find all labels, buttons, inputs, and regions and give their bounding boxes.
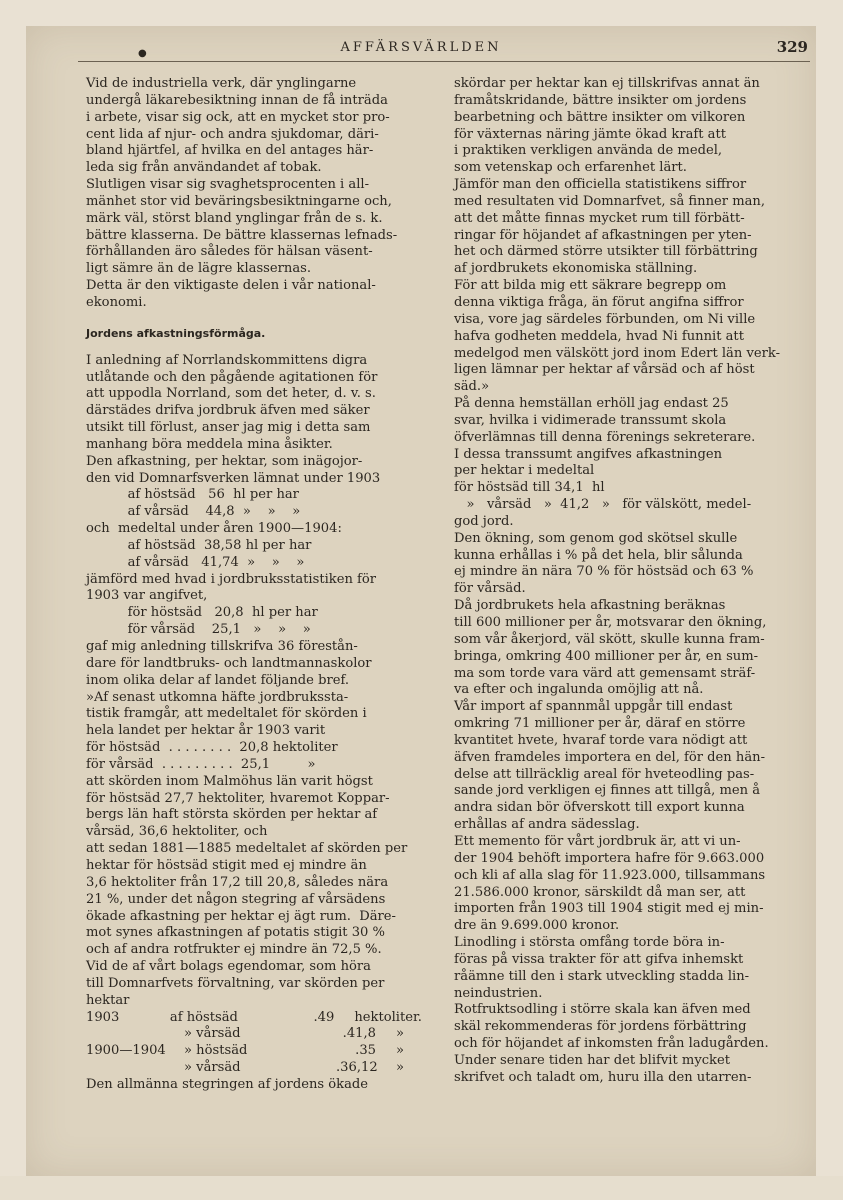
text-line: erhållas af andra sädesslag. xyxy=(454,817,640,833)
section-heading: Jordens afkastningsförmåga. xyxy=(86,326,266,340)
newspaper-page xyxy=(26,26,816,1176)
text-line: föras på vissa trakter för att gifva inhemskt xyxy=(454,951,744,967)
text-line: till Domnarfvets förvaltning, var skörden per xyxy=(86,975,385,991)
text-line: för höstsäd till 34,1 hl xyxy=(454,480,605,496)
text-line: till 600 millioner per år, motsvarar den ökning, xyxy=(454,615,767,630)
text-line: sande jord verkligen ej finnes att tillgå, men å xyxy=(454,783,761,799)
text-line: och kli af alla slag för 11.923.000, tillsammans xyxy=(454,867,766,883)
text-line: ringar för höjandet af afkastningen per yten- xyxy=(454,227,752,243)
text-line: dare för landtbruks- och landtmannaskolor xyxy=(86,655,372,671)
table-row xyxy=(86,1026,422,1043)
paragraph xyxy=(454,699,806,834)
text-line: skördar per hektar kan ej tillskrifvas annat än xyxy=(454,76,760,91)
text-line: utsikt till förlust, anser jag mig i detta sam xyxy=(86,420,371,436)
paragraph xyxy=(86,76,422,177)
text-line: jämförd med hvad i jordbruksstatistiken för xyxy=(86,571,377,587)
text-line: cent lida af njur- och andra sjukdomar, däri- xyxy=(86,126,379,142)
text-line: Vid de af vårt bolags egendomar, som höra xyxy=(86,959,371,975)
table-cell: 1903 xyxy=(86,1009,120,1025)
table-cell: » vårsäd xyxy=(184,1026,241,1042)
text-line: gaf mig anledning tillskrifva 36 förestån- xyxy=(86,639,358,654)
text-line: va efter och ingalunda omöjlig att nå. xyxy=(454,682,704,698)
text-line: 1903 var angifvet, xyxy=(86,588,208,604)
text-line: förhållanden äro således för hälsan väsent- xyxy=(86,244,373,260)
text-line: dre än 9.699.000 kronor. xyxy=(454,918,620,934)
page-number: 329 xyxy=(776,38,808,56)
table-cell: » vårsäd xyxy=(184,1060,241,1076)
table-cell: .36,12 xyxy=(336,1060,378,1076)
text-line: mänhet stor vid beväringsbesiktningarne och, xyxy=(86,193,392,209)
text-line: med resultaten vid Domnarfvet, så finner man, xyxy=(454,193,766,209)
paragraph xyxy=(454,76,806,177)
text-line: manhang böra meddela mina åsikter. xyxy=(86,436,333,452)
table-cell: hektoliter. xyxy=(354,1009,422,1025)
running-title: AFFÄRSVÄRLDEN xyxy=(340,40,502,55)
text-line: för vårsäd. xyxy=(454,581,526,597)
text-line: den vid Domnarfsverken lämnat under 1903 xyxy=(86,470,381,486)
table-cell: » höstsäd xyxy=(184,1043,248,1059)
text-line: denna viktiga fråga, än förut angifna siffror xyxy=(454,294,744,310)
paragraph xyxy=(86,959,422,1010)
right-column xyxy=(454,76,806,1087)
text-line: af vårsäd 41,74 » » » xyxy=(86,554,305,570)
paragraph xyxy=(86,353,422,454)
text-line: skäl rekommenderas för jordens förbättring xyxy=(454,1019,747,1035)
text-line: skrifvet och taladt om, huru illa den utarren- xyxy=(454,1069,752,1085)
text-line: ej mindre än nära 70 % för höstsäd och 63 % xyxy=(454,564,754,580)
paragraph xyxy=(86,454,422,690)
text-line: per hektar i medeltal xyxy=(454,463,595,479)
text-line: ekonomi. xyxy=(86,294,147,310)
text-line: Detta är den viktigaste delen i vår national- xyxy=(86,278,376,294)
text-line: kunna erhållas i % på det hela, blir sålunda xyxy=(454,547,743,563)
text-line: för vårsäd . . . . . . . . . 25,1 » xyxy=(86,756,316,772)
table-cell: » xyxy=(396,1043,405,1059)
text-line: neindustrien. xyxy=(454,985,543,1001)
text-line: ligt sämre än de lägre klassernas. xyxy=(86,261,312,277)
table-row xyxy=(86,1043,422,1060)
yield-table xyxy=(86,1010,422,1077)
paragraph xyxy=(454,935,806,1002)
text-line: importen från 1903 till 1904 stigit med ej min- xyxy=(454,901,764,917)
text-line: märk väl, störst bland ynglingar från de s. k. xyxy=(86,210,383,226)
text-line: framåtskridande, bättre insikter om jordens xyxy=(454,92,747,108)
table-row xyxy=(86,1060,422,1077)
text-line: omkring 71 millioner per år, däraf en större xyxy=(454,716,746,732)
text-line: af höstsäd 38,58 hl per har xyxy=(86,537,312,553)
text-line: för höstsäd 27,7 hektoliter, hvaremot Koppar- xyxy=(86,790,390,806)
text-line: att uppodla Norrland, som det heter, d. v. s. xyxy=(86,386,376,402)
paragraph xyxy=(86,1077,422,1094)
text-line: hektar xyxy=(86,992,130,1008)
text-line: ma som torde vara värd att gemensamt sträf- xyxy=(454,665,756,681)
paragraph xyxy=(454,598,806,699)
table-row xyxy=(86,1010,422,1027)
text-line: säd.» xyxy=(454,379,490,395)
paragraph xyxy=(454,834,806,935)
text-line: För att bilda mig ett säkrare begrepp om xyxy=(454,278,727,294)
paragraph xyxy=(454,396,806,531)
text-line: kvantitet hvete, hvaraf torde vara nödigt att xyxy=(454,732,748,748)
text-line: delse att tillräcklig areal för hveteodling pas- xyxy=(454,766,755,782)
table-cell: 1900—1904 xyxy=(86,1043,166,1059)
text-line: I anledning af Norrlandskommittens digra xyxy=(86,352,368,368)
header-rule xyxy=(78,61,810,62)
text-line: hektar för höstsäd stigit med ej mindre än xyxy=(86,857,367,873)
text-line: äfven framdeles importera en del, för den hän- xyxy=(454,749,765,765)
table-cell: » xyxy=(396,1060,405,1076)
text-line: Vid de industriella verk, där ynglingarne xyxy=(86,76,357,91)
text-line: inom olika delar af landet följande bref. xyxy=(86,672,350,688)
scan-bottom-margin xyxy=(0,1176,843,1200)
text-line: Ett memento för vårt jordbruk är, att vi un- xyxy=(454,833,741,849)
text-line: hela landet per hektar år 1903 varit xyxy=(86,723,326,739)
text-line: undergå läkarebesiktning innan de få inträda xyxy=(86,92,388,108)
paragraph xyxy=(454,278,806,396)
text-line: ökade afkastning per hektar ej ägt rum. Däre- xyxy=(86,908,396,924)
paragraph xyxy=(454,177,806,278)
text-line: ligen lämnar per hektar af vårsäd och af höst xyxy=(454,362,755,378)
text-line: 21.586.000 kronor, särskildt då man ser, att xyxy=(454,884,746,900)
text-line: af höstsäd 56 hl per har xyxy=(86,487,299,503)
text-line: som vår åkerjord, väl skött, skulle kunna fram- xyxy=(454,631,765,647)
text-line: På denna hemställan erhöll jag endast 25 xyxy=(454,396,729,412)
text-line: som vetenskap och erfarenhet lärt. xyxy=(454,160,687,176)
text-line: andra sidan bör öfverskott till export kunna xyxy=(454,800,745,816)
text-line: leda sig från användandet af tobak. xyxy=(86,160,322,176)
text-line: I dessa transsumt angifves afkastningen xyxy=(454,446,723,462)
paragraph xyxy=(86,690,422,960)
text-line: bland hjärtfel, af hvilka en del antages här- xyxy=(86,143,374,159)
text-line: för höstsäd 20,8 hl per har xyxy=(86,605,318,621)
text-line: bringa, omkring 400 millioner per år, en sum- xyxy=(454,648,759,664)
text-line: vårsäd, 36,6 hektoliter, och xyxy=(86,824,268,840)
table-cell: .41,8 xyxy=(342,1026,376,1042)
table-cell xyxy=(86,1026,184,1043)
text-line: Under senare tiden har det blifvit mycket xyxy=(454,1052,730,1068)
text-line: att det måtte finnas mycket rum till förbätt- xyxy=(454,210,745,226)
text-line: Rotfruktsodling i större skala kan äfven med xyxy=(454,1002,751,1018)
text-line: Den afkastning, per hektar, som inägojor- xyxy=(86,453,363,469)
left-column xyxy=(86,76,422,1094)
text-line: för vårsäd 25,1 » » » xyxy=(86,622,311,638)
text-line: Den allmänna stegringen af jordens ökade xyxy=(86,1076,369,1092)
text-line: för höstsäd . . . . . . . . 20,8 hektoliter xyxy=(86,740,338,756)
text-line: i praktiken verkligen använda de medel, xyxy=(454,143,723,159)
paragraph xyxy=(454,531,806,598)
text-line: Slutligen visar sig svaghetsprocenten i all- xyxy=(86,177,370,193)
table-cell: .35 xyxy=(355,1043,376,1059)
text-line: och af andra rotfrukter ej mindre än 72,5 %. xyxy=(86,942,382,958)
paragraph xyxy=(86,177,422,278)
text-line: af vårsäd 44,8 » » » xyxy=(86,504,301,520)
ornament-dot: ● xyxy=(138,48,147,59)
text-line: 21 %, under det någon stegring af vårsädens xyxy=(86,891,386,907)
text-line: råämne till den i stark utveckling stadda lin- xyxy=(454,968,750,984)
text-line: medelgod men välskött jord inom Edert län verk- xyxy=(454,345,780,361)
text-line: der 1904 behöft importera hafre för 9.663.000 xyxy=(454,850,765,866)
text-line: utlåtande och den pågående agitationen för xyxy=(86,369,378,385)
text-line: tistik framgår, att medeltalet för skörden i xyxy=(86,706,367,722)
text-line: 3,6 hektoliter från 17,2 till 20,8, således nära xyxy=(86,874,389,890)
text-line: hafva godheten meddela, hvad Ni funnit att xyxy=(454,328,744,344)
paragraph xyxy=(86,278,422,312)
text-line: i arbete, visar sig ock, att en mycket stor pro- xyxy=(86,109,390,125)
text-line: och för höjandet af inkomsten från ladugården. xyxy=(454,1036,769,1052)
text-line: Jämför man den officiella statistikens siffror xyxy=(454,177,747,193)
text-line: för växternas näring jämte ökad kraft att xyxy=(454,126,727,142)
text-line: Den ökning, som genom god skötsel skulle xyxy=(454,530,738,546)
text-line: visa, vore jag särdeles förbunden, om Ni ville xyxy=(454,311,756,327)
text-line: god jord. xyxy=(454,513,514,529)
paragraph xyxy=(454,1002,806,1053)
paragraph xyxy=(454,1053,806,1087)
text-line: och medeltal under åren 1900—1904: xyxy=(86,521,342,537)
text-line: bergs län haft största skörden per hektar af xyxy=(86,807,378,823)
text-line: Då jordbrukets hela afkastning beräknas xyxy=(454,598,726,614)
text-line: het och därmed större utsikter till förbättring xyxy=(454,244,758,260)
text-line: att sedan 1881—1885 medeltalet af skörden per xyxy=(86,841,408,857)
text-line: därstädes drifva jordbruk äfven med säker xyxy=(86,403,370,419)
text-line: Linodling i största omfång torde böra in- xyxy=(454,935,725,951)
text-line: bättre klasserna. De bättre klassernas lefnads- xyxy=(86,227,398,243)
table-cell: » xyxy=(396,1026,405,1042)
text-line: af jordbrukets ekonomiska ställning. xyxy=(454,261,698,277)
table-cell xyxy=(86,1060,184,1077)
text-line: » vårsäd » 41,2 » för välskött, medel- xyxy=(454,497,752,513)
table-cell: .49 xyxy=(313,1009,335,1025)
text-line: Vår import af spannmål uppgår till endast xyxy=(454,699,733,715)
text-line: svar, hvilka i vidimerade transsumt skola xyxy=(454,412,727,428)
text-line: bearbetning och bättre insikter om vilkoren xyxy=(454,109,746,125)
table-cell: af höstsäd xyxy=(169,1009,238,1025)
text-line: »Af senast utkomna häfte jordbrukssta- xyxy=(86,689,349,705)
text-line: att skörden inom Malmöhus län varit högst xyxy=(86,773,373,789)
text-line: öfverlämnas till denna förenings sekreterare. xyxy=(454,429,756,445)
page-header xyxy=(26,38,816,62)
text-line: mot synes afkastningen af potatis stigit 30 % xyxy=(86,925,385,941)
